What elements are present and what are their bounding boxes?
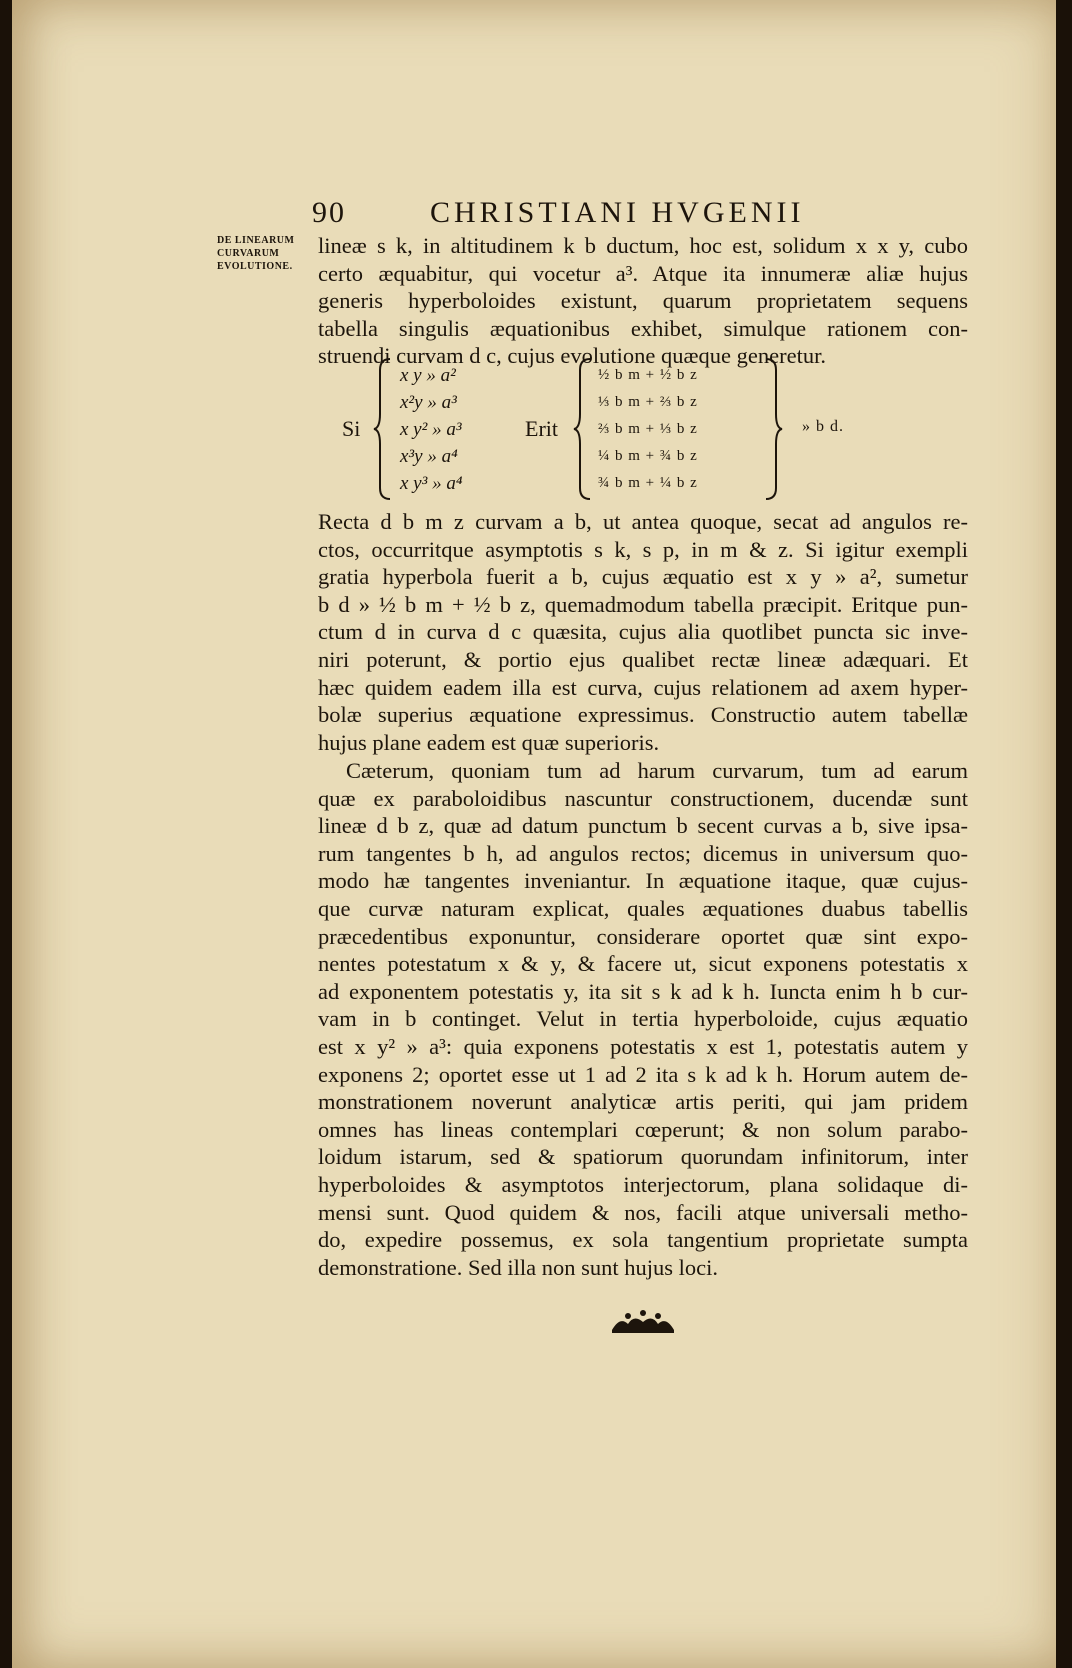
running-title: CHRISTIANI HVGENII [430, 196, 805, 229]
table-erit-label: Erit [525, 416, 558, 441]
text-line: lineæ d b z, quæ ad datum punctum b secent curvas a b, sive ipsa- [318, 813, 968, 839]
page-number: 90 [312, 196, 346, 229]
text-line: nentes potestatum x & y, & facere ut, sicut exponens potestatis x [318, 951, 968, 977]
text-line: mensi sunt. Quod quidem & nos, facili atque universali metho- [318, 1199, 968, 1225]
text-line: omnes has lineas contemplari cœperunt; & non solum parabo- [318, 1116, 968, 1142]
text-line: ctum d in curva d c quæsita, cujus alia quotlibet puncta sic inve- [318, 619, 968, 645]
text-line: est x y² » a³: quia exponens potestatis x est 1, potestatis autem y [318, 1033, 968, 1059]
paragraph-2 [318, 508, 968, 756]
paragraph-3 [318, 757, 968, 1281]
text-line: do, expedire possemus, ex sola tangentium proprietate sumpta [318, 1227, 968, 1253]
text-line: Recta d b m z curvam a b, ut antea quoque, secat ad angulos re- [318, 509, 968, 534]
value-row: ¾ b m + ¼ b z [598, 475, 698, 491]
text-line: struendi curvam d c, cujus evolutione quæque generetur. [318, 343, 826, 369]
margin-note-line: DE LINEARUM [217, 235, 295, 246]
text-line: quæ ex paraboloidibus nascuntur constructionem, ducendæ sunt [318, 785, 968, 811]
text-line: ctos, occurritque asymptotis s k, s p, in m & z. Si igitur exempli [318, 536, 968, 562]
text-line: lineæ s k, in altitudinem k b ductum, hoc est, solidum x x y, cubo [318, 233, 968, 258]
text-line: que curvæ naturam explicat, quales æquationes duabus tabellis [318, 895, 968, 921]
left-brace-icon [372, 356, 394, 502]
table-si-label: Si [342, 416, 361, 441]
text-line: exponens 2; oportet esse ut 1 ad 2 ita s k ad k h. Horum autem de- [318, 1061, 968, 1087]
text-line: modo hæ tangentes inveniantur. In æquatione itaque, quæ cujus- [318, 868, 968, 894]
equation-row: x y » a² [400, 365, 456, 386]
text-line: certo æquabitur, qui vocetur a³. Atque ita innumeræ aliæ hujus [318, 260, 968, 286]
text-line: vam in b continget. Velut in tertia hyperboloide, cujus æquatio [318, 1006, 968, 1032]
value-row: ⅔ b m + ⅓ b z [598, 421, 698, 437]
equation-row: x³y » a⁴ [400, 446, 458, 467]
equation-row: x y² » a³ [400, 419, 462, 440]
text-line: b d » ½ b m + ½ b z, quemadmodum tabella præcipit. Eritque pun- [318, 591, 968, 617]
book-page [12, 0, 1056, 1668]
value-row: ⅓ b m + ⅔ b z [598, 394, 698, 410]
paragraph-1 [318, 232, 968, 370]
margin-note [217, 234, 312, 273]
text-line: gratia hyperbola fuerit a b, cujus æquatio est x y » a², sumetur [318, 564, 968, 590]
text-line: monstrationem noverunt analyticæ artis periti, qui jam pridem [318, 1089, 968, 1115]
equation-row: x²y » a³ [400, 392, 457, 413]
equation-table [342, 362, 902, 502]
text-line: generis hyperboloides existunt, quarum proprietatem sequens [318, 288, 968, 314]
margin-note-line: EVOLUTIONE. [217, 261, 293, 272]
margin-note-line: CURVARUM [217, 248, 280, 259]
table-result: » b d. [802, 418, 844, 435]
text-line: bolæ superius æquatione expressimus. Constructio autem tabellæ [318, 702, 968, 728]
right-brace-icon [762, 356, 784, 502]
text-line: loidum istarum, sed & spatiorum quorundam infinitorum, inter [318, 1144, 968, 1170]
text-line: hyperboloides & asymptotos interjectorum, plana solidaque di- [318, 1171, 968, 1197]
text-line: hæc quidem eadem illa est curva, cujus relationem ad axem hyper- [318, 674, 968, 700]
value-row: ¼ b m + ¾ b z [598, 448, 698, 464]
text-line: ad exponentem potestatis y, ita sit s k ad k h. Iuncta enim h b cur- [318, 978, 968, 1004]
text-line: Cæterum, quoniam tum ad harum curvarum, tum ad earum [346, 758, 968, 783]
text-line: hujus plane eadem est quæ superioris. [318, 729, 660, 755]
equations-column [400, 362, 540, 497]
text-line: niri poterunt, & portio ejus qualibet rectæ lineæ adæquari. Et [318, 646, 968, 672]
text-line: præcedentibus exponuntur, considerare oportet quæ sint expo- [318, 923, 968, 949]
fleuron-ornament-icon [608, 1306, 678, 1336]
values-column [598, 362, 748, 497]
value-row: ½ b m + ½ b z [598, 367, 698, 383]
text-line: rum tangentes b h, ad angulos rectos; dicemus in universum quo- [318, 840, 968, 866]
text-line: tabella singulis æquationibus exhibet, simulque rationem con- [318, 315, 968, 341]
equation-row: x y³ » a⁴ [400, 473, 463, 494]
running-head [312, 196, 872, 232]
text-line: demonstratione. Sed illa non sunt hujus loci. [318, 1254, 718, 1280]
middle-brace-icon [572, 356, 594, 502]
